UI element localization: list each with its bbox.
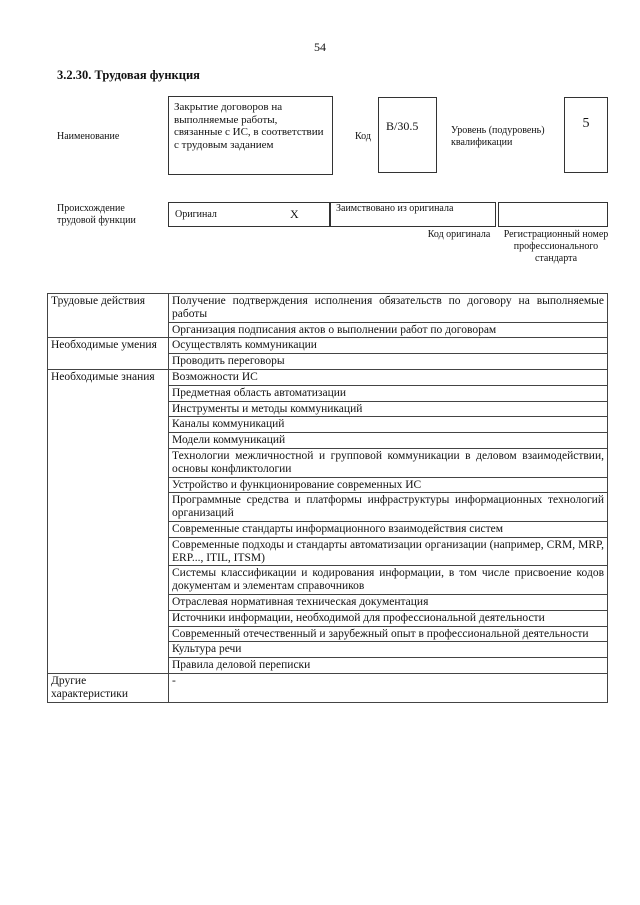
item-cell: Проводить переговоры [169,354,608,370]
table-row [48,537,608,566]
reg-number-label: Регистрационный номер профессионального стандарта [503,229,609,264]
table-row [48,338,608,354]
item-cell: - [169,673,608,702]
item-cell: Современные стандарты информационного взаимодействия систем [169,521,608,537]
item-cell: Устройство и функционирование современных ИС [169,477,608,493]
category-cell: Необходимые умения [48,338,169,354]
borrowed-label: Заимствовано из оригинала [336,203,454,214]
category-cell [48,401,169,417]
table-row [48,385,608,401]
table-row [48,673,608,702]
category-cell [48,594,169,610]
table-row [48,369,608,385]
item-cell: Системы классификации и кодирования информации, в том числе присвоение кодов документам и элементам справочников [169,566,608,595]
table-row [48,294,608,323]
item-cell: Модели коммуникаций [169,433,608,449]
table-row [48,448,608,477]
page-number: 54 [314,40,326,54]
item-cell: Инструменты и методы коммуникаций [169,401,608,417]
category-cell [48,521,169,537]
item-cell: Современные подходы и стандарты автоматизации организации (например, CRM, MRP, ERP..., ITIL, ITSM) [169,537,608,566]
item-cell: Современный отечественный и зарубежный опыт в профессиональной деятельности [169,626,608,642]
category-cell: Трудовые действия [48,294,169,323]
table-row [48,493,608,522]
name-value-box: Закрытие договоров на выполняемые работы, связанные с ИС, в соответствии с трудовым заданием [168,96,333,175]
category-cell [48,537,169,566]
table-row [48,354,608,370]
category-cell [48,477,169,493]
code-value-box: B/30.5 [378,97,437,173]
table-row [48,642,608,658]
item-cell: Получение подтверждения исполнения обязательств по договору на выполняемые работы [169,294,608,323]
code-original-label: Код оригинала [427,229,491,240]
table-row [48,477,608,493]
level-value-box: 5 [564,97,608,173]
table-row [48,626,608,642]
table-row [48,433,608,449]
level-label: Уровень (подуровень) квалификации [451,125,545,148]
reg-number-cell [498,202,608,227]
category-cell [48,566,169,595]
item-cell: Источники информации, необходимой для профессиональной деятельности [169,610,608,626]
category-cell [48,433,169,449]
category-cell [48,493,169,522]
item-cell: Правила деловой переписки [169,658,608,674]
table-row [48,417,608,433]
item-cell: Предметная область автоматизации [169,385,608,401]
table-row [48,610,608,626]
category-cell [48,658,169,674]
item-cell: Организация подписания актов о выполнении работ по договорам [169,322,608,338]
category-cell [48,642,169,658]
item-cell: Возможности ИС [169,369,608,385]
category-cell [48,610,169,626]
original-cell [168,202,330,227]
table-row [48,566,608,595]
original-mark: X [290,207,299,221]
original-label: Оригинал [175,209,217,220]
table-row [48,594,608,610]
section-heading: 3.2.30. Трудовая функция [57,68,200,82]
item-cell: Отраслевая нормативная техническая документация [169,594,608,610]
item-cell: Программные средства и платформы инфраструктуры информационных технологий организаций [169,493,608,522]
table-row [48,658,608,674]
category-cell: Необходимые знания [48,369,169,385]
borrowed-cell [330,202,496,227]
category-cell [48,448,169,477]
category-cell [48,385,169,401]
item-cell: Каналы коммуникаций [169,417,608,433]
category-cell [48,322,169,338]
item-cell: Технологии межличностной и групповой коммуникации в деловом взаимодействии, основы конфликтологии [169,448,608,477]
category-cell [48,354,169,370]
function-table [47,293,608,703]
item-cell: Культура речи [169,642,608,658]
item-cell: Осуществлять коммуникации [169,338,608,354]
name-label: Наименование [57,131,120,142]
origin-label: Происхождение трудовой функции [57,203,136,226]
code-label: Код [355,131,371,142]
table-row [48,322,608,338]
table-row [48,521,608,537]
table-row [48,401,608,417]
category-cell [48,417,169,433]
category-cell: Другие характеристики [48,673,169,702]
category-cell [48,626,169,642]
